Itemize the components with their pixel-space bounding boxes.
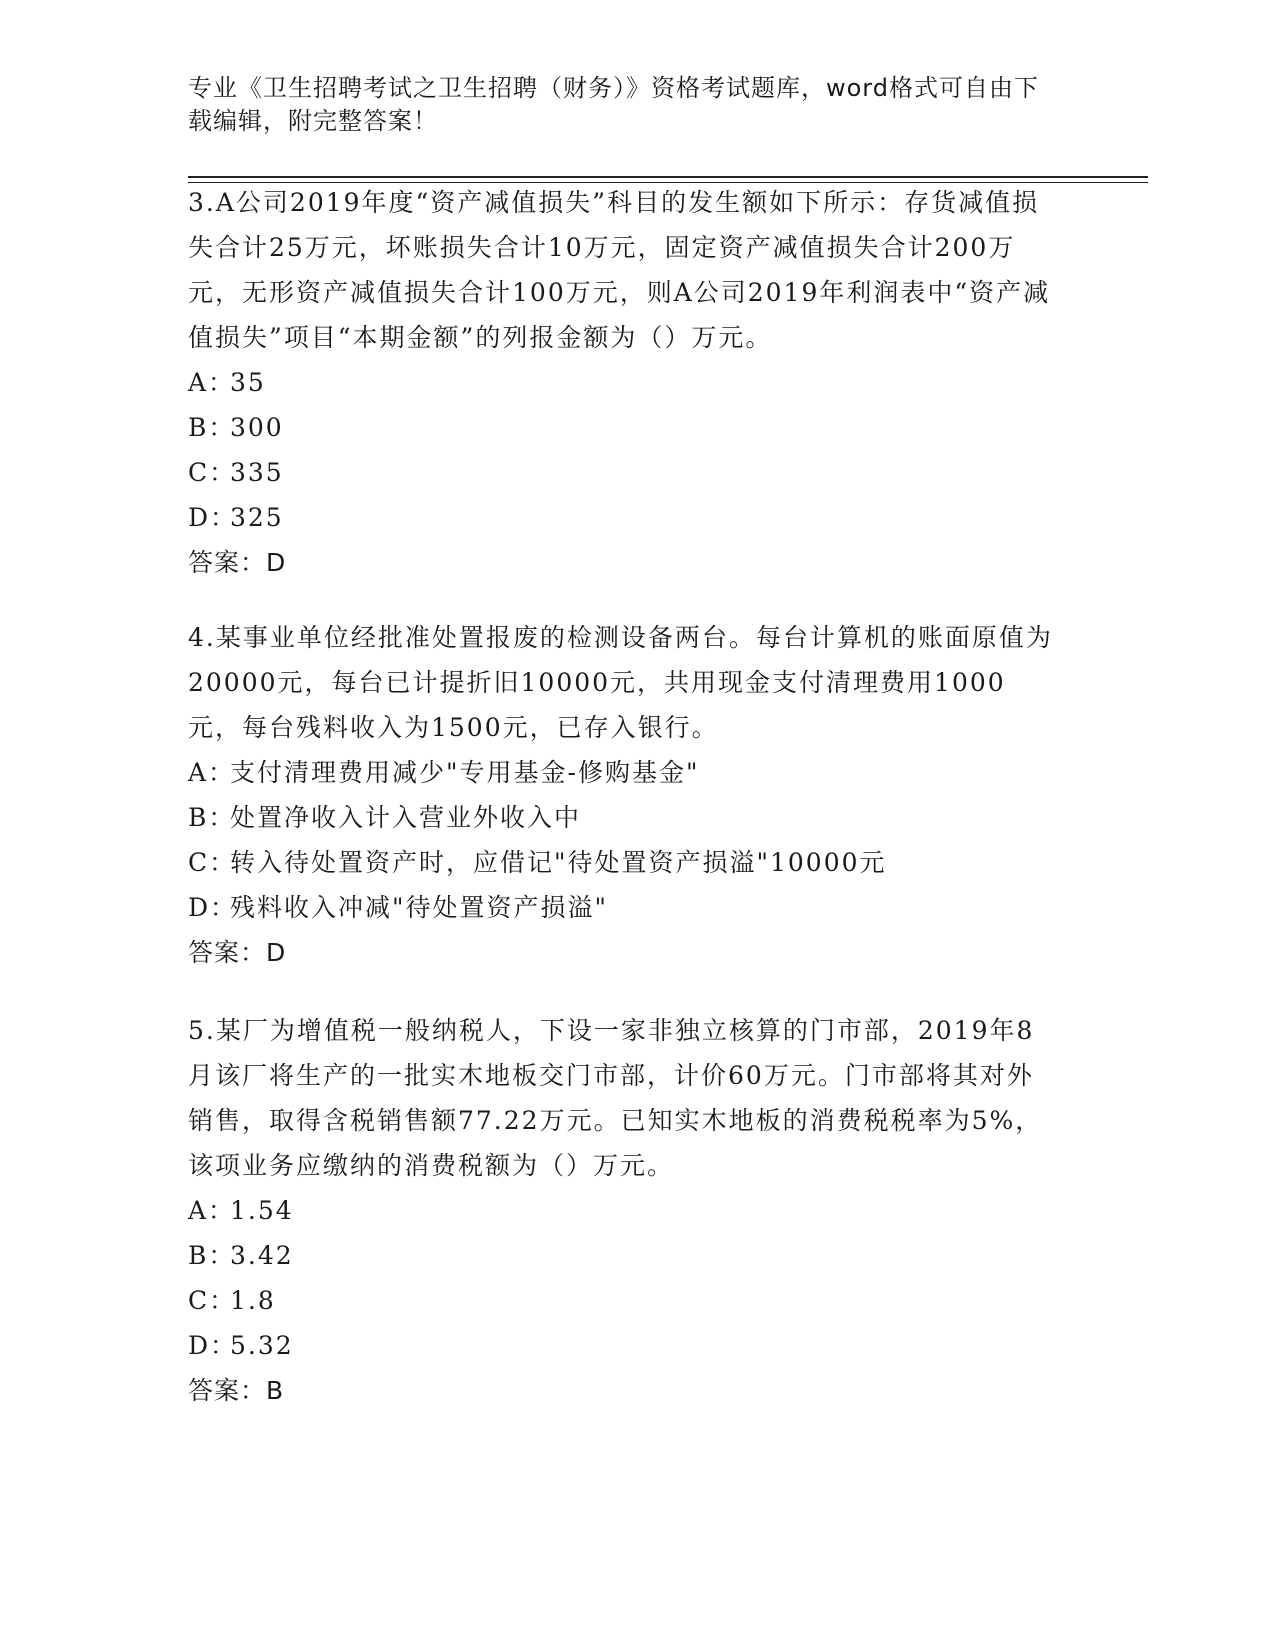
question-3 <box>188 180 1058 585</box>
question-stem: 3.A公司2019年度“资产减值损失”科目的发生额如下所示：存货减值损失合计25万元，坏账损失合计10万元，固定资产减值损失合计200万元，无形资产减值损失合计100万元，则A公司2019年利润表中“资产减值损失”项目“本期金额”的列报金额为（）万元。 <box>188 188 1051 352</box>
option-a: A：1.54 <box>188 1196 294 1225</box>
answer-label: 答案：D <box>188 938 287 967</box>
question-4 <box>188 615 1058 975</box>
answer-label: 答案：D <box>188 548 287 577</box>
question-stem: 4.某事业单位经批准处置报废的检测设备两台。每台计算机的账面原值为20000元，每台已计提折旧10000元，共用现金支付清理费用1000元，每台残料收入为1500元，已存入银行。 <box>188 623 1053 742</box>
option-d: D：5.32 <box>188 1331 294 1360</box>
option-c: C：1.8 <box>188 1286 276 1315</box>
option-d: D：残料收入冲减"待处置资产损溢" <box>188 893 608 922</box>
document-header: 专业《卫生招聘考试之卫生招聘（财务）》资格考试题库，word格式可自由下载编辑，附完整答案！ <box>188 74 1039 135</box>
option-b: B：3.42 <box>188 1241 294 1270</box>
option-a: A：支付清理费用减少"专用基金-修购基金" <box>188 758 700 787</box>
option-c: C：335 <box>188 458 284 487</box>
option-c: C：转入待处置资产时，应借记"待处置资产损溢"10000元 <box>188 848 887 877</box>
answer-label: 答案：B <box>188 1376 285 1405</box>
question-stem: 5.某厂为增值税一般纳税人，下设一家非独立核算的门市部，2019年8月该厂将生产的一批实木地板交门市部，计价60万元。门市部将其对外销售，取得含税销售额77.22万元。已知实木地板的消费税税率为5%，该项业务应缴纳的消费税额为（）万元。 <box>188 1016 1043 1180</box>
option-d: D：325 <box>188 503 284 532</box>
option-b: B：处置净收入计入营业外收入中 <box>188 803 582 832</box>
option-b: B：300 <box>188 413 284 442</box>
option-a: A：35 <box>188 368 266 397</box>
header-divider-thick <box>188 176 1148 178</box>
question-5 <box>188 1008 1058 1413</box>
